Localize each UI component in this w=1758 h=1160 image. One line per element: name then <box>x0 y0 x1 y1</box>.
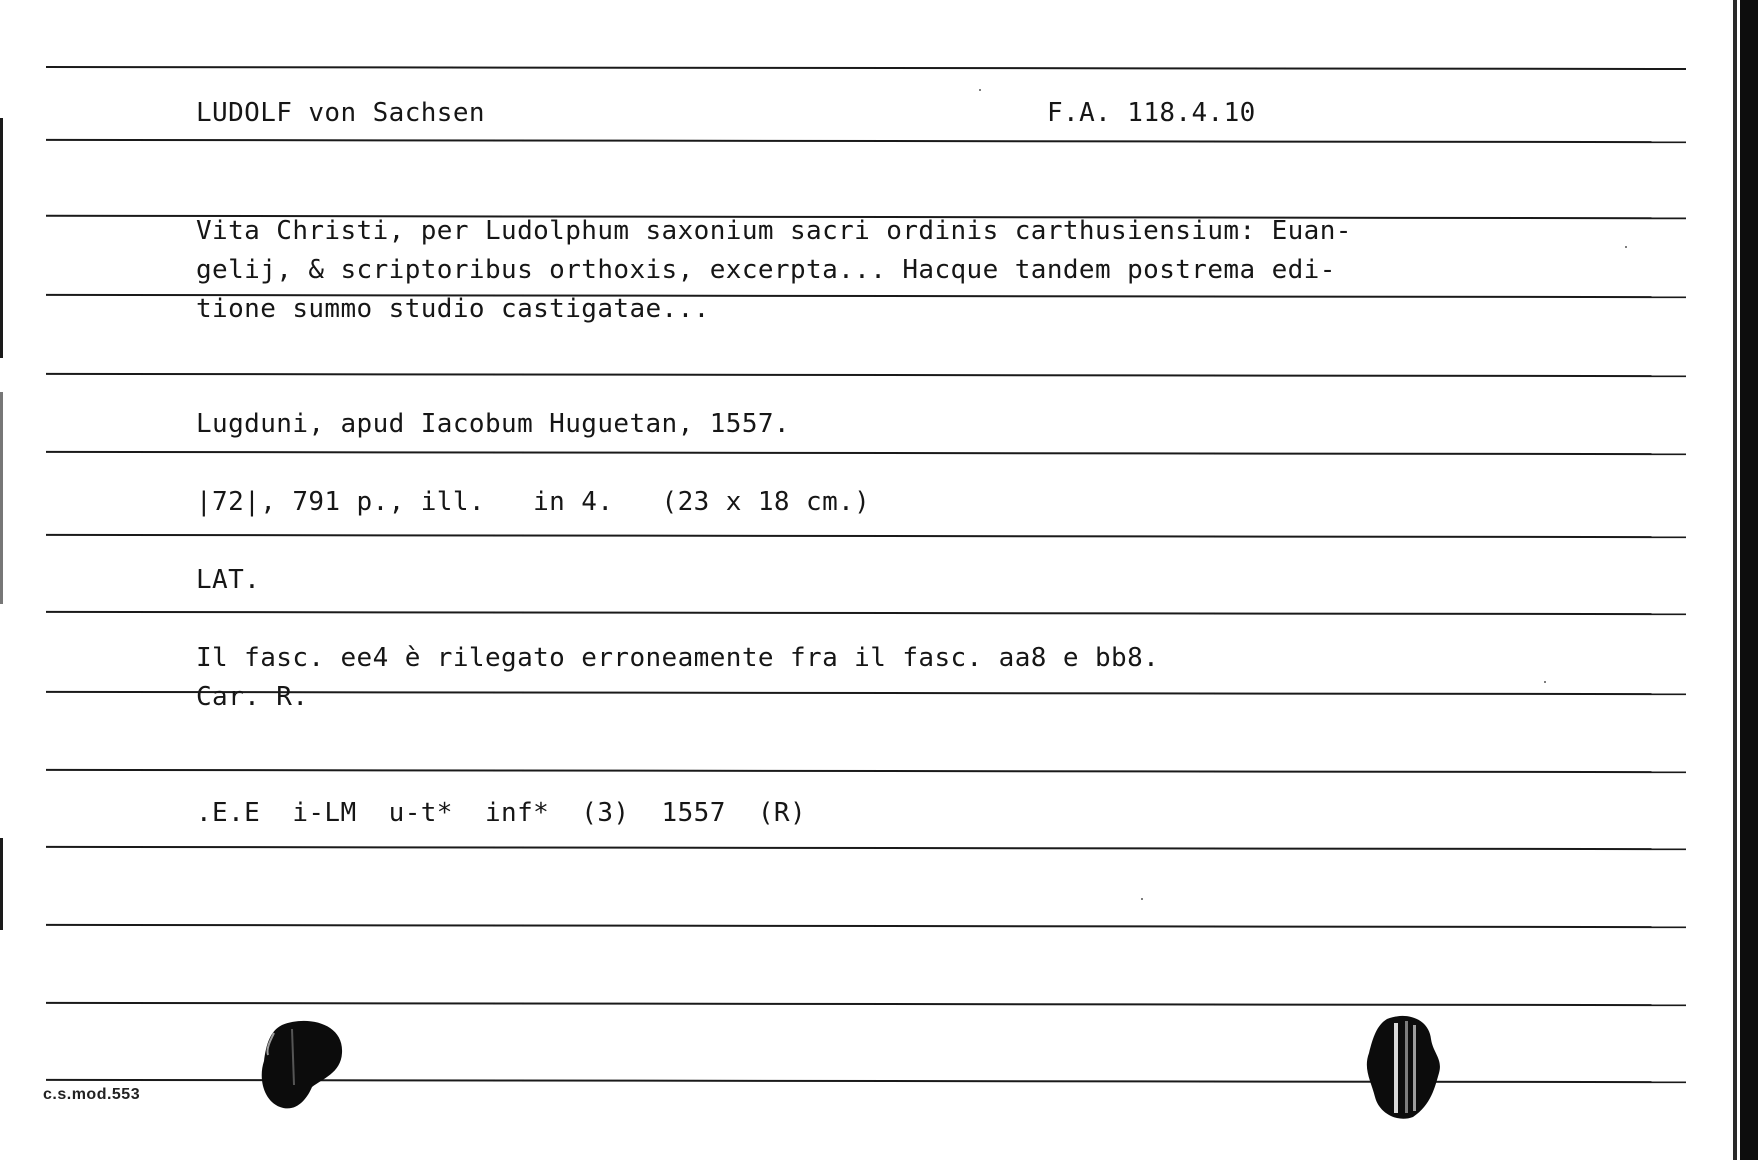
shelfmark: F.A. 118.4.10 <box>1047 98 1256 128</box>
card-rule <box>46 769 1686 773</box>
author-heading: LUDOLF von Sachsen <box>196 98 485 128</box>
scan-edge-left-mark <box>0 118 3 358</box>
title-line-1: Vita Christi, per Ludolphum saxonium sacri ordinis carthusiensium: Euan- <box>196 216 1352 246</box>
scan-edge-right-inner <box>1733 0 1737 1160</box>
card-rule <box>46 846 1686 850</box>
scan-speck <box>1544 681 1546 683</box>
scan-speck <box>1625 246 1627 248</box>
scan-speck <box>979 89 981 91</box>
card-rule <box>46 451 1686 455</box>
card-rule <box>46 373 1686 377</box>
scan-edge-left-mark <box>0 838 3 930</box>
card-rule <box>46 611 1686 615</box>
card-rule <box>46 534 1686 538</box>
title-line-3: tione summo studio castigatae... <box>196 294 710 324</box>
card-rule <box>46 66 1686 70</box>
scan-edge-right <box>1740 0 1758 1160</box>
card-rule <box>46 139 1686 143</box>
form-code: c.s.mod.553 <box>43 1086 141 1103</box>
imprint: Lugduni, apud Iacobum Huguetan, 1557. <box>196 409 790 439</box>
card-rule <box>46 924 1686 928</box>
notes-line-2: Car. R. <box>196 682 309 712</box>
scan-edge-left-mark <box>0 392 3 604</box>
card-rule <box>46 1002 1686 1006</box>
language: LAT. <box>196 565 261 595</box>
punch-hole-right <box>1357 1013 1457 1123</box>
notes-line-1: Il fasc. ee4 è rilegato erroneamente fra il fasc. aa8 e bb8. <box>196 643 1160 673</box>
punch-hole-left <box>252 1015 352 1115</box>
scan-speck <box>1141 898 1143 900</box>
title-line-2: gelij, & scriptoribus orthoxis, excerpta... Hacque tandem postrema edi- <box>196 255 1336 285</box>
fingerprint: .E.E i-LM u-t* inf* (3) 1557 (R) <box>196 798 807 828</box>
collation: |72|, 791 p., ill. in 4. (23 x 18 cm.) <box>196 487 871 517</box>
